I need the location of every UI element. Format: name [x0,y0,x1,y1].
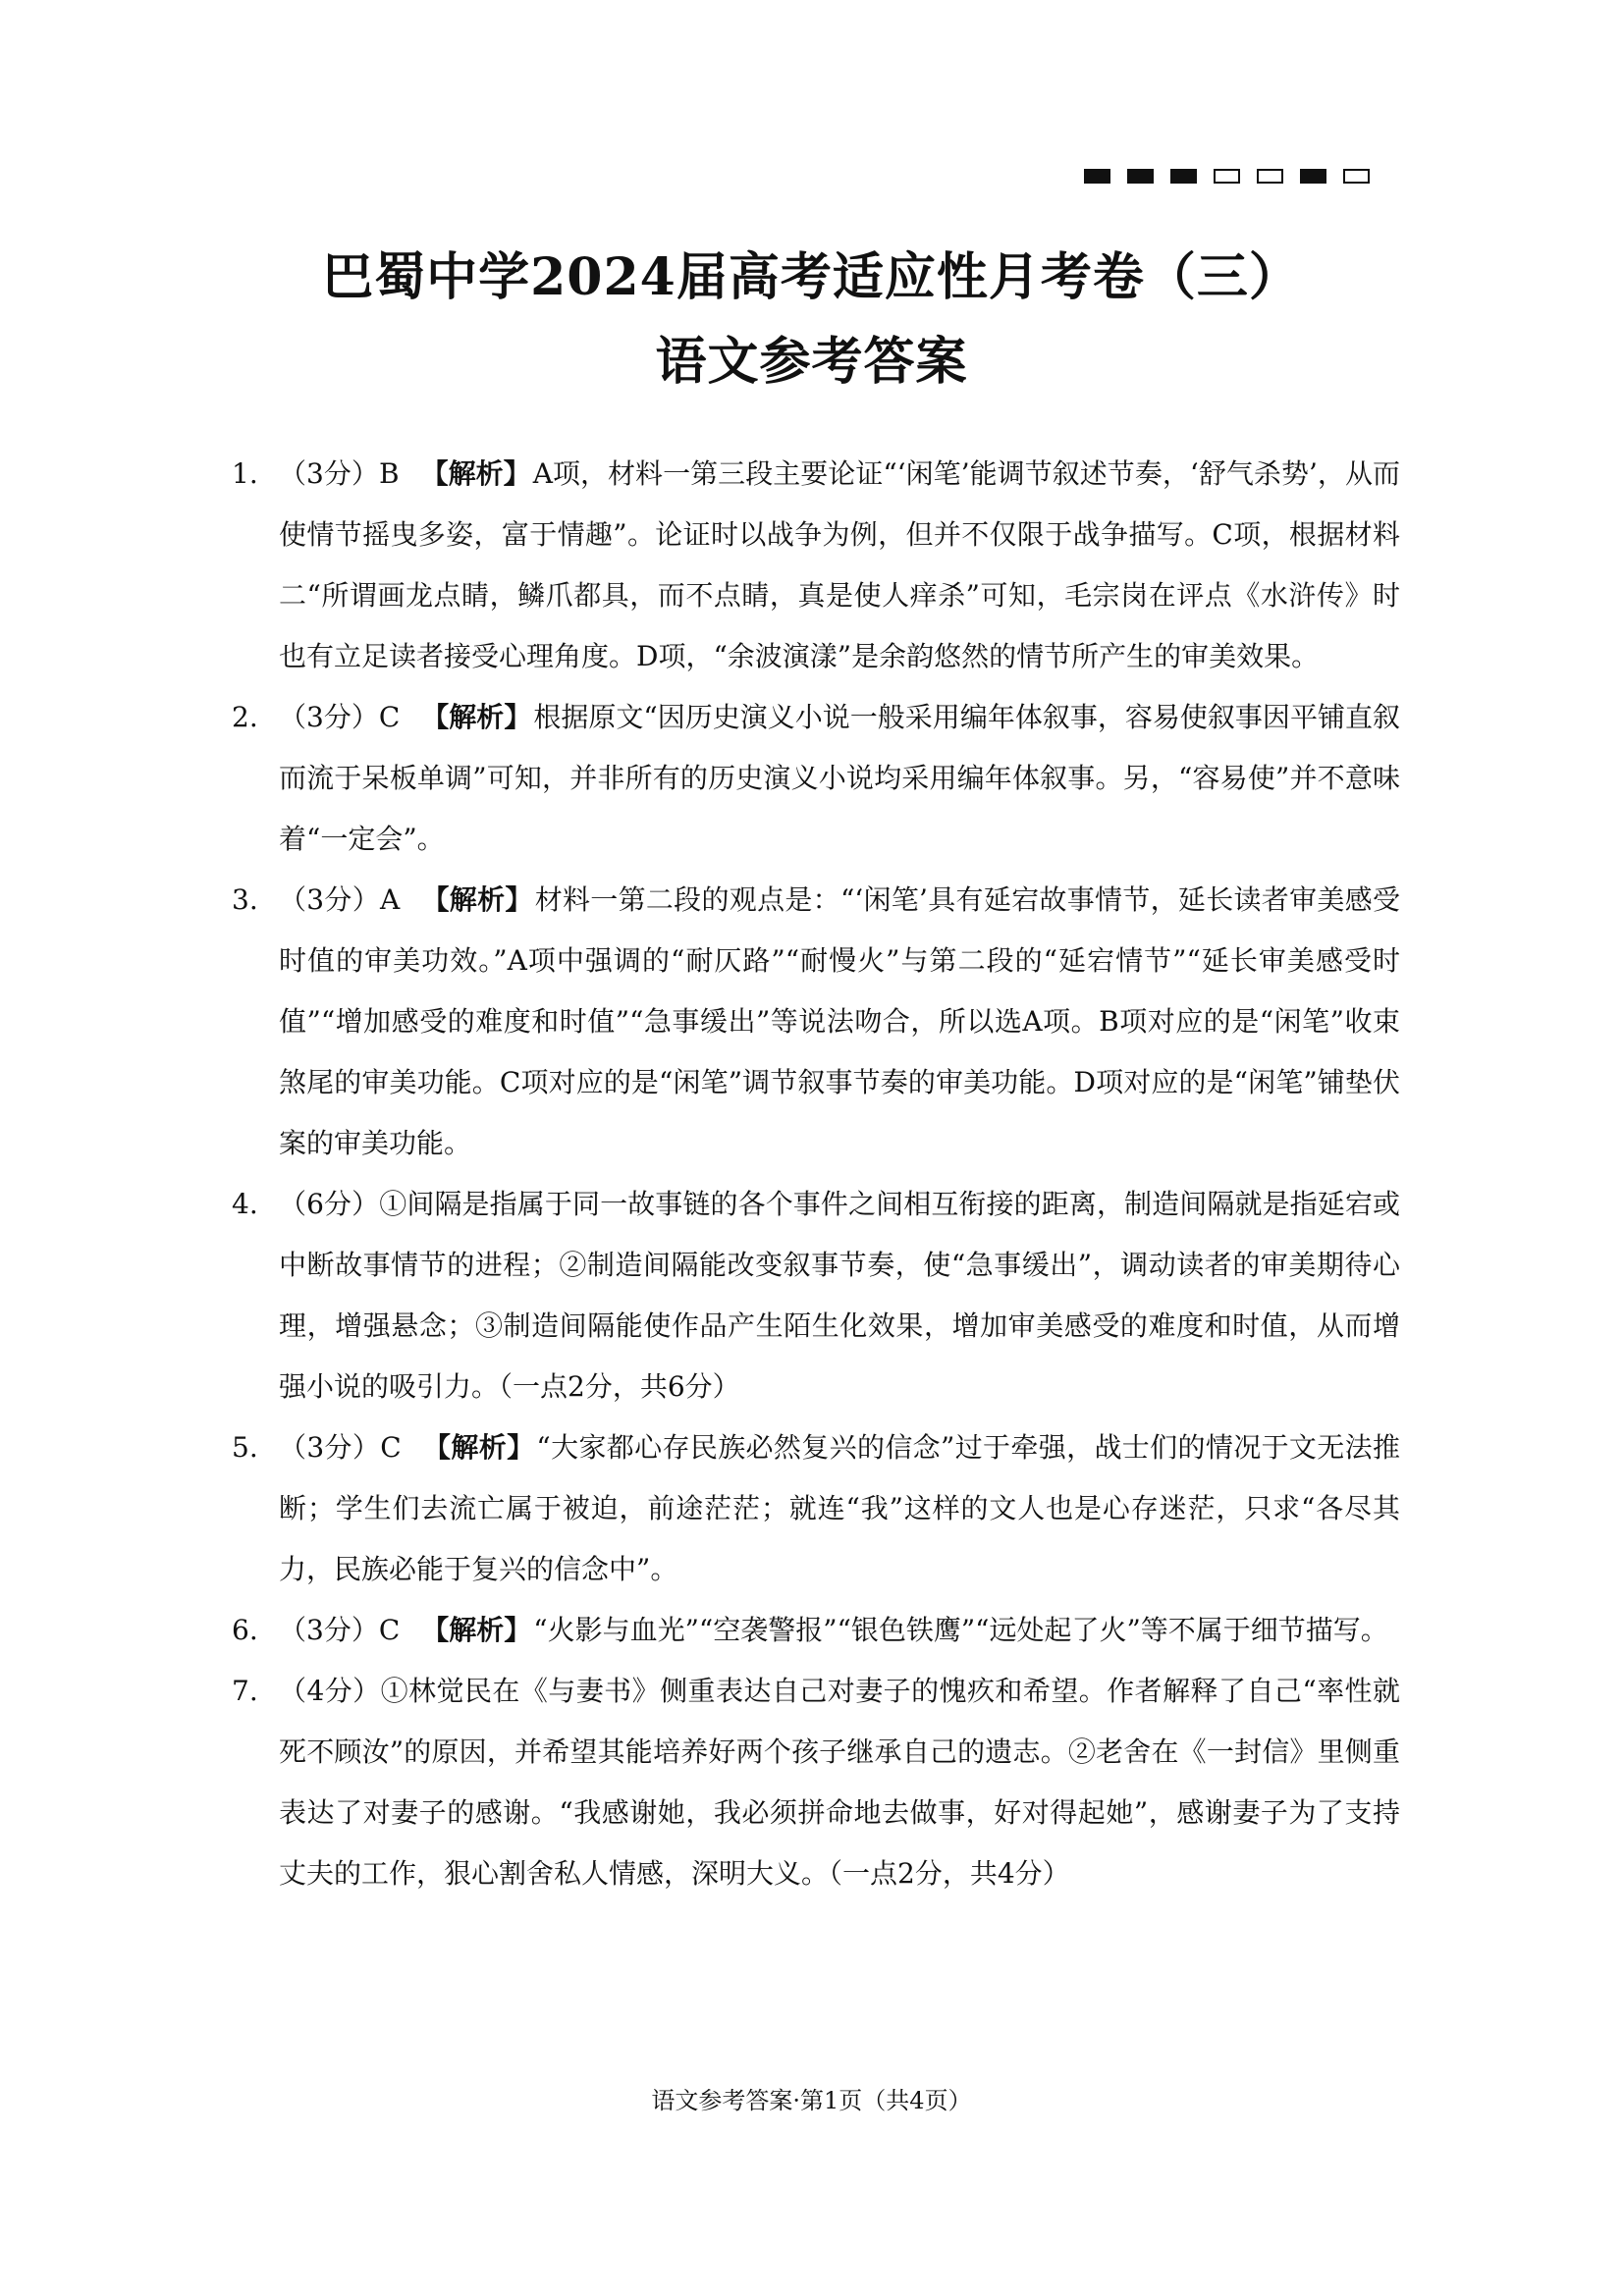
header-mark-5 [1257,169,1283,184]
score-answer: （3分）C [279,701,401,733]
header-mark-4 [1214,169,1240,184]
question-number: 3. [232,883,258,916]
answer-text: ①间隔是指属于同一故事链的各个事件之间相互衔接的距离，制造间隔就是指延宕或中断故事情节的进程；②制造间隔能改变叙事节奏，使“急事缓出”，调动读者的审美期待心理，增强悬念；③制造间隔能使作品产生陌生化效果，增加审美感受的难度和时值，从而增强小说的吸引力。（一点2分，共6分） [279,1188,1400,1403]
answer-body [279,1600,1400,1661]
header-mark-7 [1343,169,1370,184]
header-marks [1084,169,1370,184]
answer-text: 材料一第二段的观点是：“‘闲笔’具有延宕故事情节，延长读者审美感受时值的审美功效。”A项中强调的“耐仄路”“耐慢火”与第二段的“延宕情节”“延长审美感受时值”“增加感受的难度和时值”“急事缓出”等说法吻合，所以选A项。B项对应的是“闲笔”收束煞尾的审美功能。C项对应的是“闲笔”调节叙事节奏的审美功能。D项对应的是“闲笔”铺垫伏案的审美功能。 [279,883,1400,1159]
score-answer: （4分） [279,1675,381,1707]
answer-body [279,687,1400,870]
question-number: 5. [232,1431,258,1464]
score-answer: （6分） [279,1188,380,1220]
score-answer: （3分）B [279,457,400,490]
answer-list [232,444,1400,1904]
answer-text: 根据原文“因历史演义小说一般采用编年体叙事，容易使叙事因平铺直叙而流于呆板单调”可知，并非所有的历史演义小说均采用编年体叙事。另，“容易使”并不意味着“一定会”。 [279,701,1400,855]
answer-item [232,444,1400,687]
page-title: 巴蜀中学2024届高考适应性月考卷（三） [322,247,1301,307]
answer-item [232,1600,1400,1661]
question-number: 1. [232,457,258,490]
answer-body [279,444,1400,687]
analysis-tag: 【解析】 [421,883,533,916]
header-mark-2 [1127,169,1154,184]
question-number: 4. [232,1188,258,1220]
answer-text: “火影与血光”“空袭警报”“银色铁鹰”“远处起了火”等不属于细节描写。 [533,1614,1388,1646]
analysis-tag: 【解析】 [420,457,531,490]
header-mark-1 [1084,169,1110,184]
score-answer: （3分）A [279,883,401,916]
answer-item [232,687,1400,870]
answer-body [279,1661,1400,1904]
answer-text: “大家都心存民族必然复兴的信念”过于牵强，战士们的情况于文无法推断；学生们去流亡属于被迫，前途茫茫；就连“我”这样的文人也是心存迷茫，只求“各尽其力，民族必能于复兴的信念中”。 [279,1431,1400,1585]
answer-item [232,1661,1400,1904]
question-number: 6. [232,1614,258,1646]
answer-body [279,870,1400,1174]
page-footer: 语文参考答案·第1页（共4页） [651,2087,972,2114]
analysis-tag: 【解析】 [421,701,532,733]
page-subtitle: 语文参考答案 [655,332,968,392]
header-mark-3 [1170,169,1197,184]
score-answer: （3分）C [279,1614,401,1646]
answer-text: ①林觉民在《与妻书》侧重表达自己对妻子的愧疚和希望。作者解释了自己“率性就死不顾汝”的原因，并希望其能培养好两个孩子继承自己的遗志。②老舍在《一封信》里侧重表达了对妻子的感谢。“我感谢她，我必须拼命地去做事，好对得起她”，感谢妻子为了支持丈夫的工作，狠心割舍私人情感，深明大义。（一点2分，共4分） [279,1675,1400,1890]
score-answer: （3分）C [279,1431,402,1464]
answer-item [232,1417,1400,1600]
answer-item [232,870,1400,1174]
analysis-tag: 【解析】 [422,1431,535,1464]
answer-text: A项，材料一第三段主要论证“‘闲笔’能调节叙述节奏，‘舒气杀势’，从而使情节摇曳多姿，富于情趣”。论证时以战争为例，但并不仅限于战争描写。C项，根据材料二“所谓画龙点睛，鳞爪都具，而不点睛，真是使人痒杀”可知，毛宗岗在评点《水浒传》时也有立足读者接受心理角度。D项，“余波演漾”是余韵悠然的情节所产生的审美效果。 [279,457,1400,672]
answer-body [279,1174,1400,1417]
question-number: 2. [232,701,258,733]
answer-item [232,1174,1400,1417]
answer-body [279,1417,1400,1600]
analysis-tag: 【解析】 [421,1614,532,1646]
question-number: 7. [232,1675,258,1707]
header-mark-6 [1300,169,1326,184]
